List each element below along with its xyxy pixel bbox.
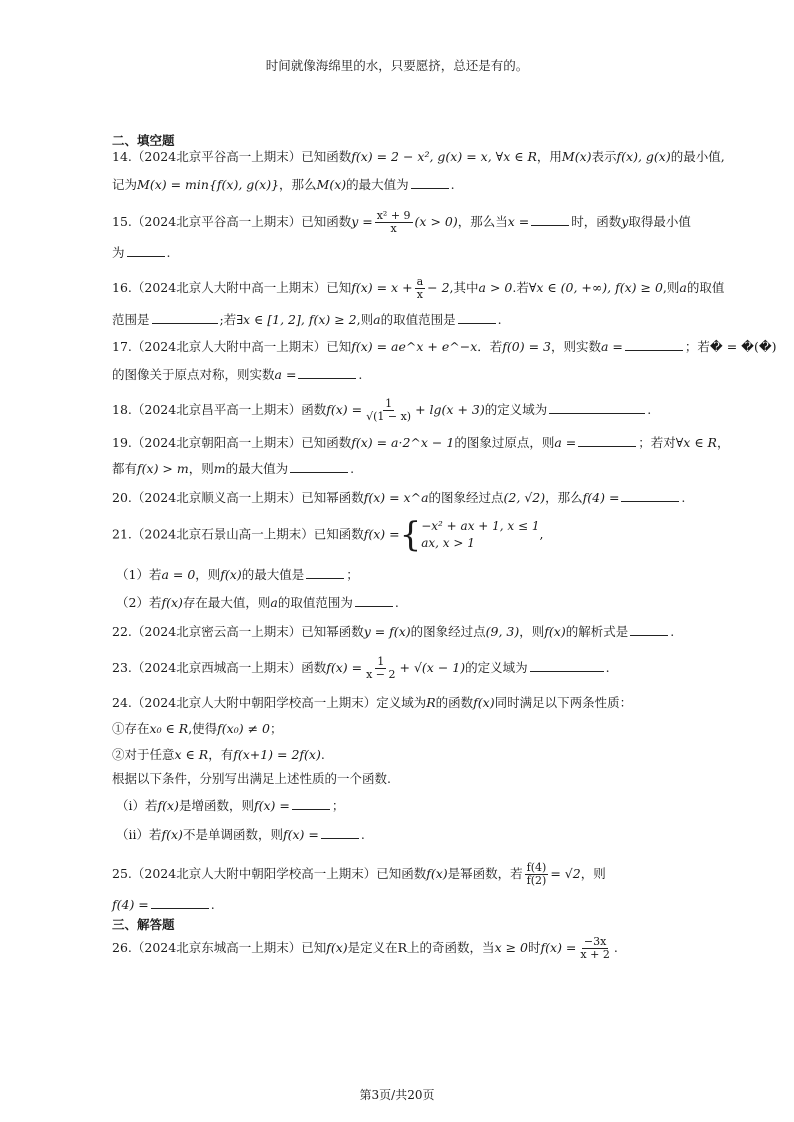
question-23: 23.（2024北京西城高一上期末）函数f(x) = $\frac{1}{x - 2}$ + √(x − 1)的定义域为 . [112,655,610,681]
answer-blank[interactable] [621,489,679,502]
answer-blank[interactable] [127,244,165,257]
question-21-part1: （1）若a = 0，则f(x)的最大值是 ； [116,567,359,582]
question-25: 25.（2024北京人大附中朝阳学校高一上期末）已知函数f(x)是幂函数，若 $\frac{f(4)}{f(2)}$ = √2，则 [112,861,606,887]
piecewise-function: { −x² + ax + 1, x ≤ 1 ax, x > 1 [399,515,540,555]
answer-blank[interactable] [321,826,359,839]
question-24: 24.（2024北京人大附中朝阳学校高一上期末）定义域为R的函数f(x)同时满足以下两条性质： [112,695,633,710]
question-26: 26.（2024北京东城高一上期末）已知f(x)是定义在R上的奇函数，当x ≥ 0时f(x) = $\frac{-3x}{x + 2}$ . [112,935,618,961]
question-24-part-ii: （ii）若f(x)不是单调函数，则f(x) = . [116,827,365,842]
question-15: 15.（2024北京平谷高一上期末）已知函数y = $\frac{\text{x² + 9}}{x}$ (x > 0)，那么当x = 时，函数y取得最小值 [112,209,691,235]
question-20: 20.（2024北京顺义高一上期末）已知幂函数f(x) = x^a的图象经过点(2, √2)，那么f(4) = . [112,490,686,505]
answer-blank[interactable] [306,566,344,579]
fraction: $\frac{-3x}{x + 2}$ [580,935,610,961]
answer-blank[interactable] [530,659,604,672]
question-17: 17.（2024北京人大附中高一上期末）已知f(x) = ae^x + e^−x．若f(0) = 3，则实数a = ；若� = �(�) [112,339,777,354]
page-number: 第3页/共20页 [359,1088,435,1102]
answer-blank[interactable] [152,311,218,324]
question-14: 14.（2024北京平谷高一上期末）已知函数f(x) = 2 − x², g(x) = x, ∀x ∈ R，用M(x)表示f(x), g(x)的最小值, [112,149,725,164]
question-19: 19.（2024北京朝阳高一上期末）已知函数f(x) = a·2^x − 1的图象过原点，则a = ；若对∀x ∈ R， [112,435,730,450]
question-16: 16.（2024北京人大附中高一上期末）已知f(x) = x + $\frac{a}{x}$ − 2,其中a > 0.若∀x ∈ (0, +∞), f(x) ≥ 0,则a的取值 [112,275,725,301]
question-21: 21.（2024北京石景山高一上期末）已知函数f(x) = { −x² + ax + 1, x ≤ 1 ax, x > 1 , [112,515,544,555]
question-14-line2: 记为M(x) = min{f(x), g(x)}，那么M(x)的最大值为 . [112,177,455,192]
answer-blank[interactable] [625,338,683,351]
question-17-line2: 的图像关于原点对称，则实数a = . [112,367,363,382]
fraction: $\frac{\text{x² + 9}}{x}$ [376,209,411,235]
answer-blank[interactable] [411,176,449,189]
answer-blank[interactable] [290,460,348,473]
question-24-instruction: 根据以下条件，分别写出满足上述性质的一个函数. [112,771,391,786]
question-25-line2: f(4) = . [112,897,215,912]
answer-blank[interactable] [549,401,645,414]
section-answer: 三、解答题 [112,917,175,932]
question-15-line2: 为 . [112,245,171,260]
fraction: $\frac{a}{x}$ [416,275,424,301]
question-21-part2: （2）若f(x)存在最大值，则a的取值范围为 . [116,595,399,610]
fraction: $\frac{1}{√(1 - x)}$ [366,397,412,423]
question-24-part-i: （i）若f(x)是增函数，则f(x) = ； [116,798,345,813]
question-22: 22.（2024北京密云高一上期末）已知幂函数y = f(x)的图象经过点(9, 3)，则f(x)的解析式是 . [112,624,675,639]
fraction: $\frac{f(4)}{f(2)}$ [526,861,547,887]
answer-blank[interactable] [531,213,569,226]
question-16-line2: 范围是 ;若∃x ∈ [1, 2], f(x) ≥ 2,则a的取值范围是 . [112,312,502,327]
answer-blank[interactable] [151,896,209,909]
section-fill-in: 二、填空题 [112,133,175,148]
question-19-line2: 都有f(x) > m，则m的最大值为 . [112,461,355,476]
answer-blank[interactable] [630,623,668,636]
header-motto: 时间就像海绵里的水，只要愿挤，总还是有的。 [265,58,529,73]
question-24-property2: ②对于任意x ∈ R，有f(x+1) = 2f(x). [112,747,325,762]
answer-blank[interactable] [355,594,393,607]
question-18: 18.（2024北京昌平高一上期末）函数f(x) = $\frac{1}{√(1 - x)}$ + lg(x + 3)的定义域为 . [112,397,652,423]
answer-blank[interactable] [578,434,636,447]
question-24-property1: ①存在x₀ ∈ R,使得f(x₀) ≠ 0； [112,721,283,736]
answer-blank[interactable] [292,797,330,810]
fraction: $\frac{1}{x - 2}$ [366,655,396,681]
answer-blank[interactable] [458,311,496,324]
answer-blank[interactable] [298,366,356,379]
